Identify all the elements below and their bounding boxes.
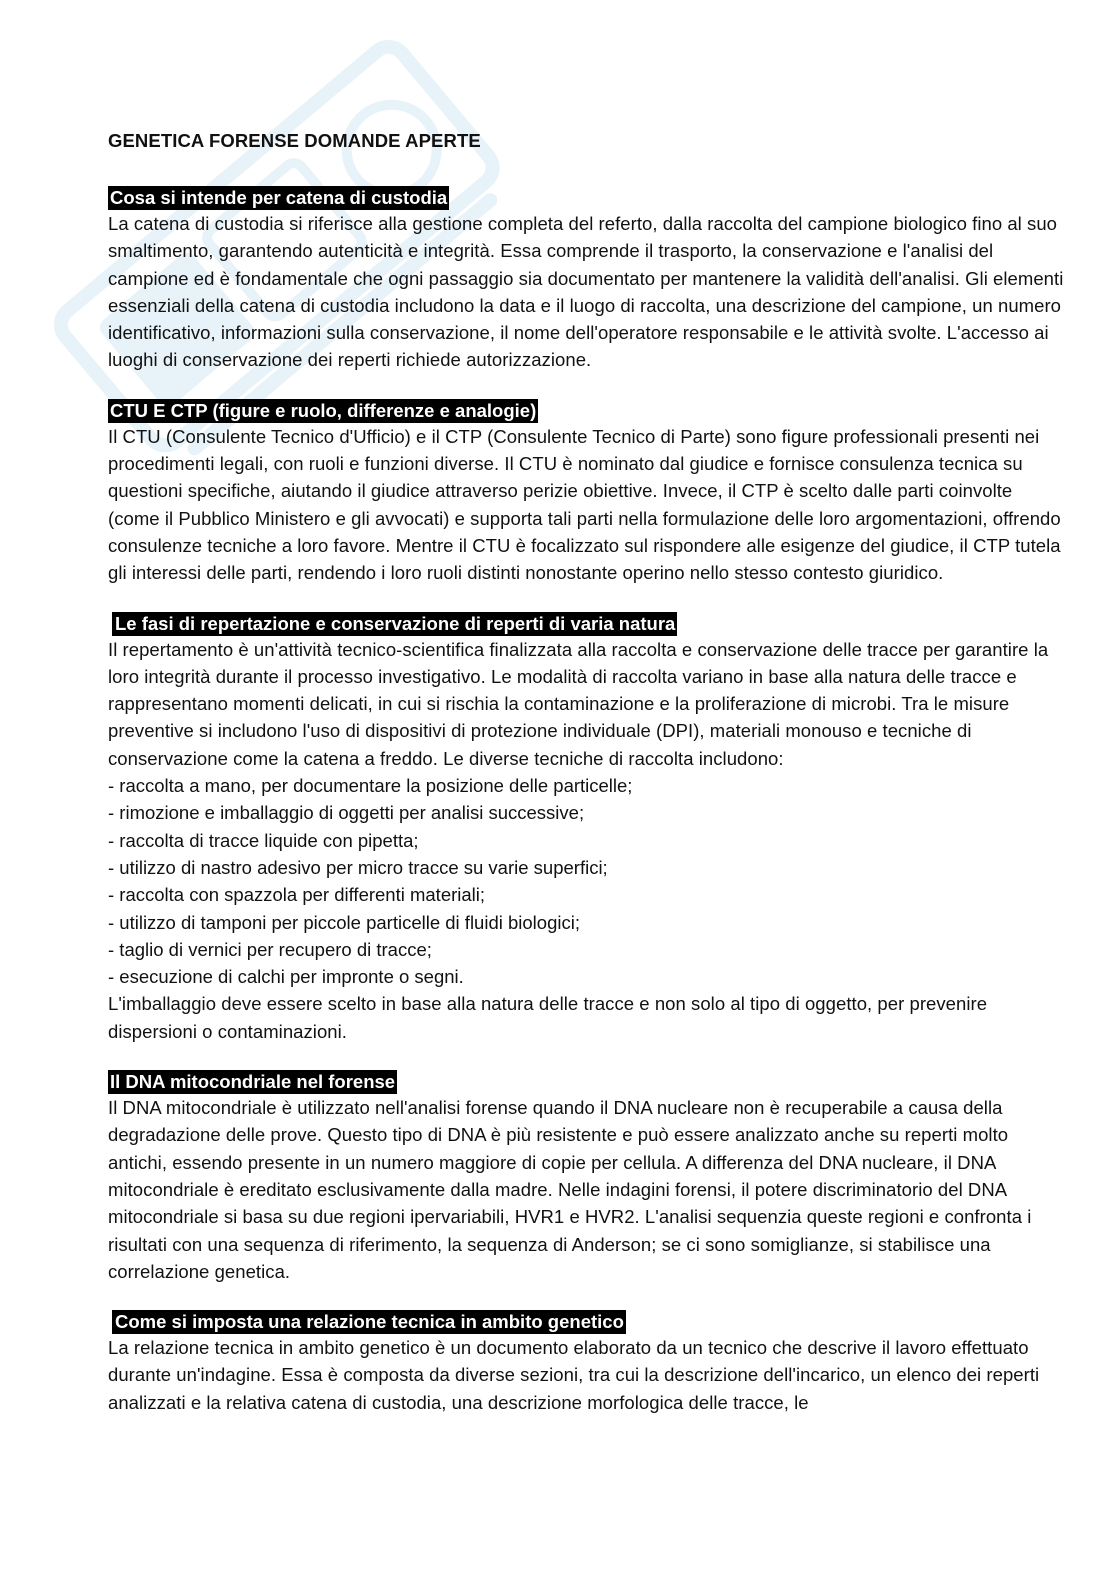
list-item: - utilizzo di nastro adesivo per micro tracce su varie superfici;: [108, 856, 608, 878]
section-repertazione: [108, 612, 1068, 1045]
list-item: - raccolta di tracce liquide con pipetta;: [108, 829, 419, 851]
section-body: La catena di custodia si riferisce alla gestione completa del referto, dalla raccolta del campione biologico fino al suo smaltimento, garantendo autenticità e integrità. Essa comprende il trasporto, la conservazione e l'analisi del campione ed è fondamentale che ogni passaggio sia documentato per mantenere la validità dell'analisi. Gli elementi essenziali della catena di custodia includono la data e il luogo di raccolta, una descrizione del campione, un numero identificativo, informazioni sulla conservazione, il nome dell'operatore responsabile e le attività svolte. L'accesso ai luoghi di conservazione dei reperti richiede autorizzazione.: [108, 213, 1064, 371]
section-body: Il DNA mitocondriale è utilizzato nell'analisi forense quando il DNA nucleare non è recuperabile a causa della degradazione delle prove. Questo tipo di DNA è più resistente e può essere analizzato anche su reperti molto antichi, essendo presente in un numero maggiore di copie per cellula. A differenza del DNA nucleare, il DNA mitocondriale è ereditato esclusivamente dalla madre. Nelle indagini forensi, il potere discriminatorio del DNA mitocondriale si basa su due regioni ipervariabili, HVR1 e HVR2. L'analisi sequenzia queste regioni e confronta i risultati con una sequenza di riferimento, la sequenza di Anderson; se ci sono somiglianze, si stabilisce una correlazione genetica.: [108, 1097, 1032, 1282]
section-dna-mitocondriale: [108, 1070, 1068, 1285]
document-page: [108, 126, 1068, 1441]
list-item: - rimozione e imballaggio di oggetti per analisi successive;: [108, 802, 585, 824]
technique-list: [108, 772, 1068, 990]
list-item: - raccolta a mano, per documentare la posizione delle particelle;: [108, 775, 633, 797]
section-heading: Le fasi di repertazione e conservazione di reperti di varia natura: [112, 612, 677, 636]
section-closing: L'imballaggio deve essere scelto in base alla natura delle tracce e non solo al tipo di oggetto, per prevenire dispersioni o contaminazioni.: [108, 993, 988, 1042]
list-item: - taglio di vernici per recupero di tracce;: [108, 938, 432, 960]
section-body: Il CTU (Consulente Tecnico d'Ufficio) e il CTP (Consulente Tecnico di Parte) sono figure professionali presenti nei procedimenti legali, con ruoli e funzioni diverse. Il CTU è nominato dal giudice e fornisce consulenza tecnica su questioni specifiche, aiutando il giudice attraverso perizie obiettive. Invece, il CTP è scelto dalle parti coinvolte (come il Pubblico Ministero e gli avvocati) e supporta tali parti nella formulazione delle loro argomentazioni, offrendo consulenze tecniche a loro favore. Mentre il CTU è focalizzato sul rispondere alle esigenze del giudice, il CTP tutela gli interessi delle parti, rendendo i loro ruoli distinti nonostante operino nello stesso contesto giuridico.: [108, 425, 1061, 584]
list-item: - utilizzo di tamponi per piccole particelle di fluidi biologici;: [108, 911, 580, 933]
list-item: - esecuzione di calchi per impronte o segni.: [108, 966, 464, 988]
section-catena-custodia: [108, 186, 1068, 374]
list-item: - raccolta con spazzola per differenti materiali;: [108, 884, 486, 906]
section-relazione-tecnica: [108, 1310, 1068, 1416]
section-heading: CTU E CTP (figure e ruolo, differenze e analogie): [110, 399, 537, 421]
section-body: Il repertamento è un'attività tecnico-scientifica finalizzata alla raccolta e conservazione delle tracce per garantire la loro integrità durante il processo investigativo. Le modalità di raccolta variano in base alla natura delle tracce e rappresentano momenti delicati, in cui si rischia la contaminazione e la proliferazione di microbi. Tra le misure preventive si includono l'uso di dispositivi di protezione individuale (DPI), materiali monouso e tecniche di conservazione come la catena a freddo. Le diverse tecniche di raccolta includono:: [108, 638, 1049, 769]
document-title: GENETICA FORENSE DOMANDE APERTE: [108, 130, 481, 151]
section-body: La relazione tecnica in ambito genetico è un documento elaborato da un tecnico che descrive il lavoro effettuato durante un'indagine. Essa è composta da diverse sezioni, tra cui la descrizione dell'incarico, un elenco dei reperti analizzati e la relativa catena di custodia, una descrizione morfologica delle tracce, le: [108, 1337, 1040, 1413]
section-ctu-ctp: [108, 399, 1068, 587]
section-heading: Cosa si intende per catena di custodia: [110, 187, 448, 208]
section-heading: Il DNA mitocondriale nel forense: [110, 1071, 396, 1093]
section-heading: Come si imposta una relazione tecnica in ambito genetico: [112, 1310, 626, 1334]
